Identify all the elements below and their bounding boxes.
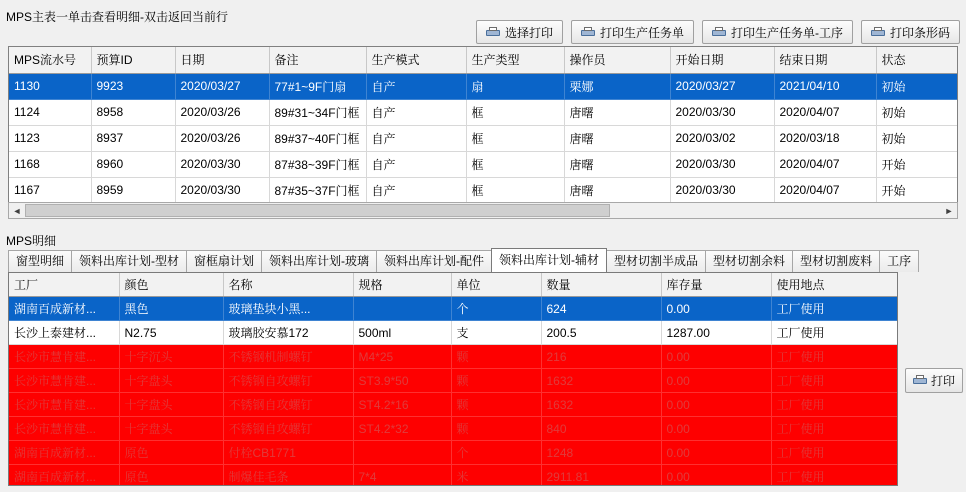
detail-header-row: [9, 273, 897, 297]
col-operator[interactable]: 操作员: [564, 47, 670, 73]
scroll-right-arrow-icon[interactable]: ►: [941, 203, 957, 218]
cell-spec: M4*25: [353, 345, 451, 369]
table-row[interactable]: [9, 125, 958, 151]
table-row[interactable]: [9, 441, 897, 465]
cell-stock: 0.00: [661, 369, 771, 393]
cell-color: 十字盘头: [119, 393, 223, 417]
detail-print-button[interactable]: [905, 368, 963, 393]
cell-quantity: 1248: [541, 441, 661, 465]
table-row[interactable]: [9, 177, 958, 203]
cell-spec: ST4.2*32: [353, 417, 451, 441]
scroll-left-arrow-icon[interactable]: ◄: [9, 203, 25, 218]
cell-unit: 颗: [451, 417, 541, 441]
cell-quantity: 2911.81: [541, 465, 661, 487]
cell-production-type: 框: [466, 125, 564, 151]
cell-spec: ST4.2*16: [353, 393, 451, 417]
cell-production-mode: 自产: [366, 73, 466, 99]
cell-date: 2020/03/30: [175, 177, 269, 203]
cell-remark: 87#35~37F门框: [269, 177, 366, 203]
cell-start-date: 2020/03/30: [670, 151, 774, 177]
cell-name: 制爆佳毛条: [223, 465, 353, 487]
cell-date: 2020/03/26: [175, 125, 269, 151]
cell-unit: 支: [451, 321, 541, 345]
col-production-type[interactable]: 生产类型: [466, 47, 564, 73]
tab-material-out-accessory[interactable]: 领料出库计划-配件: [376, 250, 492, 272]
cell-spec: ST3.9*50: [353, 369, 451, 393]
cell-color: 原色: [119, 441, 223, 465]
cell-location: 工厂使用: [771, 369, 897, 393]
cell-quantity: 840: [541, 417, 661, 441]
cell-unit: 颗: [451, 345, 541, 369]
cell-name: 不锈钢自攻螺钉: [223, 393, 353, 417]
cell-start-date: 2020/03/30: [670, 99, 774, 125]
col-budget-id[interactable]: 预算ID: [91, 47, 175, 73]
detail-tab-bar: [8, 250, 958, 272]
cell-production-mode: 自产: [366, 151, 466, 177]
cell-factory: 长沙市慧肯建...: [9, 345, 119, 369]
mps-main-grid[interactable]: [8, 46, 958, 218]
cell-remark: 87#38~39F门框: [269, 151, 366, 177]
tab-material-out-profile[interactable]: 领料出库计划-型材: [71, 250, 187, 272]
dcol-factory[interactable]: 工厂: [9, 273, 119, 297]
cell-stock: 0.00: [661, 441, 771, 465]
dcol-spec[interactable]: 规格: [353, 273, 451, 297]
cell-date: 2020/03/27: [175, 73, 269, 99]
tab-frame-sash-plan[interactable]: 窗框扇计划: [186, 250, 262, 272]
cell-production-mode: 自产: [366, 99, 466, 125]
print-barcode-button[interactable]: [861, 20, 960, 44]
cell-color: 十字盘头: [119, 417, 223, 441]
cell-quantity: 624: [541, 297, 661, 321]
cell-quantity: 200.5: [541, 321, 661, 345]
tab-window-detail[interactable]: 窗型明细: [8, 250, 72, 272]
cell-stock: 1287.00: [661, 321, 771, 345]
cell-production-type: 框: [466, 99, 564, 125]
cell-production-mode: 自产: [366, 125, 466, 151]
table-row[interactable]: [9, 321, 897, 345]
page-title: MPS主表一单击查看明细-双击返回当前行: [6, 10, 229, 24]
cell-name: 不锈钢自攻螺钉: [223, 369, 353, 393]
cell-unit: 米: [451, 465, 541, 487]
cell-operator: 栗娜: [564, 73, 670, 99]
print-production-order-button[interactable]: [571, 20, 694, 44]
cell-location: 工厂使用: [771, 345, 897, 369]
cell-mps-serial: 1123: [9, 125, 91, 151]
table-row[interactable]: [9, 393, 897, 417]
cell-factory: 湖南百成新材...: [9, 465, 119, 487]
cell-production-type: 框: [466, 151, 564, 177]
cell-unit: 颗: [451, 369, 541, 393]
dcol-color[interactable]: 颜色: [119, 273, 223, 297]
cell-color: 十字盘头: [119, 369, 223, 393]
cell-production-type: 框: [466, 177, 564, 203]
cell-location: 工厂使用: [771, 321, 897, 345]
tab-profile-cut-remainder[interactable]: 型材切割余料: [705, 250, 793, 272]
cell-stock: 0.00: [661, 465, 771, 487]
cell-status: 初始: [876, 125, 958, 151]
cell-mps-serial: 1168: [9, 151, 91, 177]
cell-color: 黑色: [119, 297, 223, 321]
cell-color: 十字沉头: [119, 345, 223, 369]
select-print-button[interactable]: [476, 20, 563, 44]
cell-factory: 湖南百成新材...: [9, 297, 119, 321]
cell-name: 玻璃胶安慕172: [223, 321, 353, 345]
tab-material-out-glass[interactable]: 领料出库计划-玻璃: [261, 250, 377, 272]
cell-location: 工厂使用: [771, 297, 897, 321]
cell-end-date: 2020/03/18: [774, 125, 876, 151]
cell-name: 玻璃垫块小黑...: [223, 297, 353, 321]
printer-icon: [871, 27, 885, 38]
tab-process[interactable]: 工序: [879, 250, 919, 272]
cell-name: 付栓CB1771: [223, 441, 353, 465]
cell-operator: 唐曙: [564, 151, 670, 177]
cell-spec: [353, 297, 451, 321]
cell-start-date: 2020/03/27: [670, 73, 774, 99]
cell-stock: 0.00: [661, 345, 771, 369]
printer-icon: [913, 375, 927, 386]
cell-end-date: 2020/04/07: [774, 99, 876, 125]
dcol-quantity[interactable]: 数量: [541, 273, 661, 297]
cell-spec: 7*4: [353, 465, 451, 487]
cell-remark: 89#31~34F门框: [269, 99, 366, 125]
print-barcode-label: 打印条形码: [889, 25, 950, 40]
cell-budget-id: 8958: [91, 99, 175, 125]
table-row[interactable]: [9, 151, 958, 177]
cell-budget-id: 9923: [91, 73, 175, 99]
cell-name: 不锈钢自攻螺钉: [223, 417, 353, 441]
col-start-date[interactable]: 开始日期: [670, 47, 774, 73]
scrollbar-track[interactable]: [25, 203, 941, 218]
scrollbar-thumb[interactable]: [25, 204, 610, 217]
dcol-location[interactable]: 使用地点: [771, 273, 897, 297]
detail-grid[interactable]: [8, 272, 898, 486]
cell-status: 初始: [876, 99, 958, 125]
cell-unit: 颗: [451, 393, 541, 417]
cell-name: 不锈钢机制螺钉: [223, 345, 353, 369]
cell-end-date: 2020/04/07: [774, 151, 876, 177]
main-grid-horizontal-scrollbar[interactable]: [8, 202, 958, 219]
detail-table: [9, 273, 898, 486]
printer-icon: [712, 27, 726, 38]
dcol-stock[interactable]: 库存量: [661, 273, 771, 297]
cell-stock: 0.00: [661, 417, 771, 441]
cell-quantity: 1632: [541, 369, 661, 393]
cell-status: 开始: [876, 151, 958, 177]
cell-stock: 0.00: [661, 393, 771, 417]
cell-mps-serial: 1167: [9, 177, 91, 203]
tab-material-out-auxiliary[interactable]: 领料出库计划-辅材: [491, 248, 607, 272]
cell-remark: 77#1~9F门扇: [269, 73, 366, 99]
cell-spec: [353, 441, 451, 465]
cell-location: 工厂使用: [771, 465, 897, 487]
cell-date: 2020/03/26: [175, 99, 269, 125]
col-remark[interactable]: 备注: [269, 47, 366, 73]
detail-print-label: 打印: [931, 374, 956, 388]
print-production-order-label: 打印生产任务单: [599, 25, 684, 40]
cell-quantity: 216: [541, 345, 661, 369]
cell-mps-serial: 1130: [9, 73, 91, 99]
table-row[interactable]: [9, 369, 897, 393]
table-row[interactable]: [9, 99, 958, 125]
cell-operator: 唐曙: [564, 177, 670, 203]
col-date[interactable]: 日期: [175, 47, 269, 73]
cell-factory: 长沙上泰建材...: [9, 321, 119, 345]
cell-spec: 500ml: [353, 321, 451, 345]
table-row[interactable]: [9, 465, 897, 487]
cell-factory: 长沙市慧肯建...: [9, 369, 119, 393]
cell-production-mode: 自产: [366, 177, 466, 203]
cell-location: 工厂使用: [771, 417, 897, 441]
cell-budget-id: 8960: [91, 151, 175, 177]
dcol-unit[interactable]: 单位: [451, 273, 541, 297]
detail-section-title: MPS明细: [6, 234, 57, 248]
cell-location: 工厂使用: [771, 441, 897, 465]
tab-profile-cut-waste[interactable]: 型材切割废料: [792, 250, 880, 272]
cell-budget-id: 8959: [91, 177, 175, 203]
col-end-date[interactable]: 结束日期: [774, 47, 876, 73]
table-header-row: [9, 47, 958, 73]
cell-stock: 0.00: [661, 297, 771, 321]
cell-location: 工厂使用: [771, 393, 897, 417]
table-row[interactable]: [9, 297, 897, 321]
col-production-mode[interactable]: 生产模式: [366, 47, 466, 73]
cell-budget-id: 8937: [91, 125, 175, 151]
tab-profile-cut-semi[interactable]: 型材切割半成品: [606, 250, 706, 272]
cell-start-date: 2020/03/30: [670, 177, 774, 203]
cell-factory: 长沙市慧肯建...: [9, 393, 119, 417]
cell-operator: 唐曙: [564, 125, 670, 151]
cell-unit: 个: [451, 297, 541, 321]
cell-status: 初始: [876, 73, 958, 99]
mps-table: [9, 47, 958, 204]
printer-icon: [486, 27, 500, 38]
col-status[interactable]: 状态: [876, 47, 958, 73]
cell-production-type: 扇: [466, 73, 564, 99]
cell-factory: 湖南百成新材...: [9, 441, 119, 465]
cell-remark: 89#37~40F门框: [269, 125, 366, 151]
print-production-order-process-label: 打印生产任务单-工序: [730, 25, 843, 40]
print-production-order-process-button[interactable]: [702, 20, 853, 44]
table-row[interactable]: [9, 73, 958, 99]
cell-date: 2020/03/30: [175, 151, 269, 177]
dcol-name[interactable]: 名称: [223, 273, 353, 297]
cell-color: N2.75: [119, 321, 223, 345]
cell-end-date: 2020/04/07: [774, 177, 876, 203]
table-row[interactable]: [9, 345, 897, 369]
cell-mps-serial: 1124: [9, 99, 91, 125]
cell-operator: 唐曙: [564, 99, 670, 125]
cell-end-date: 2021/04/10: [774, 73, 876, 99]
table-row[interactable]: [9, 417, 897, 441]
select-print-label: 选择打印: [504, 25, 553, 40]
printer-icon: [581, 27, 595, 38]
cell-start-date: 2020/03/02: [670, 125, 774, 151]
cell-unit: 个: [451, 441, 541, 465]
cell-quantity: 1632: [541, 393, 661, 417]
print-toolbar: [476, 20, 960, 44]
cell-color: 原色: [119, 465, 223, 487]
cell-status: 开始: [876, 177, 958, 203]
col-mps-serial[interactable]: MPS流水号: [9, 47, 91, 73]
cell-factory: 长沙市慧肯建...: [9, 417, 119, 441]
